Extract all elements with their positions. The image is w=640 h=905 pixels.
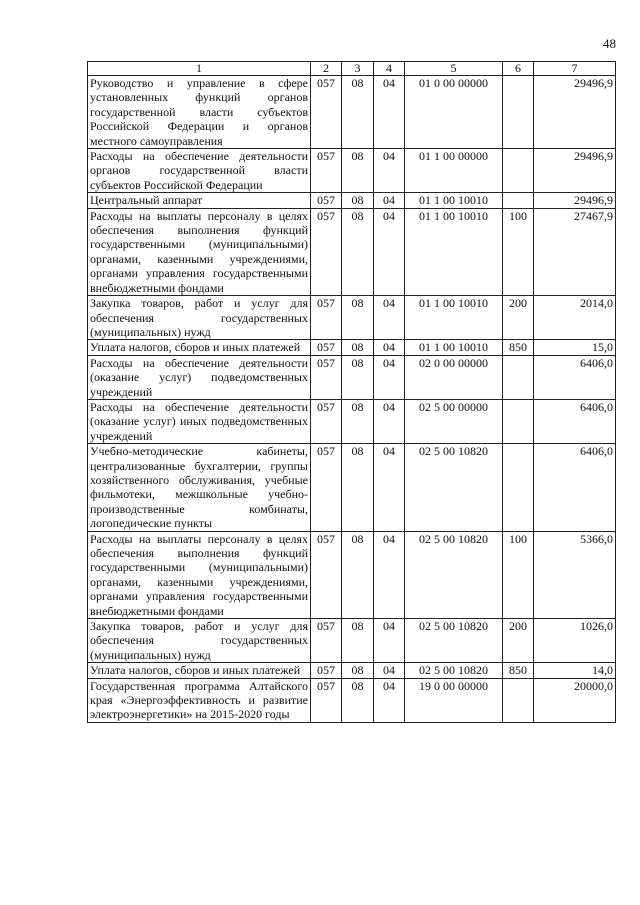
table-row: [88, 149, 616, 193]
section-code-cell: 08: [342, 355, 374, 399]
section-code-cell: 08: [342, 399, 374, 443]
table-header-row: [88, 62, 616, 76]
column-header-6: 6: [503, 62, 534, 76]
ministry-code-cell: 057: [311, 663, 342, 678]
table-row: [88, 355, 616, 399]
expense-type-cell: 200: [503, 619, 534, 663]
column-header-3: 3: [342, 62, 374, 76]
ministry-code-cell: 057: [311, 296, 342, 340]
column-header-5: 5: [405, 62, 503, 76]
expense-name-cell: Государственная программа Алтайского края «Энергоэффективность и развитие электроэнергетики» на 2015-2020 годы: [88, 678, 311, 722]
subsection-code-cell: 04: [374, 193, 405, 208]
target-article-cell: 02 5 00 10820: [405, 619, 503, 663]
ministry-code-cell: 057: [311, 678, 342, 722]
page-number: 48: [603, 36, 616, 51]
amount-cell: 6406,0: [534, 444, 616, 531]
ministry-code-cell: 057: [311, 444, 342, 531]
ministry-code-cell: 057: [311, 208, 342, 295]
column-header-4: 4: [374, 62, 405, 76]
section-code-cell: 08: [342, 149, 374, 193]
expense-type-cell: [503, 444, 534, 531]
section-code-cell: 08: [342, 208, 374, 295]
ministry-code-cell: 057: [311, 193, 342, 208]
table-row: [88, 193, 616, 208]
subsection-code-cell: 04: [374, 76, 405, 149]
target-article-cell: 01 1 00 10010: [405, 340, 503, 355]
section-code-cell: 08: [342, 444, 374, 531]
amount-cell: 5366,0: [534, 531, 616, 618]
target-article-cell: 02 5 00 10820: [405, 663, 503, 678]
amount-cell: 6406,0: [534, 355, 616, 399]
expense-type-cell: [503, 678, 534, 722]
ministry-code-cell: 057: [311, 399, 342, 443]
column-header-1: 1: [88, 62, 311, 76]
expense-name-cell: Расходы на обеспечение деятельности (оказание услуг) подведомственных учреждений: [88, 355, 311, 399]
target-article-cell: 01 1 00 00000: [405, 149, 503, 193]
amount-cell: 29496,9: [534, 193, 616, 208]
expense-type-cell: [503, 76, 534, 149]
expense-type-cell: 850: [503, 340, 534, 355]
target-article-cell: 02 5 00 10820: [405, 531, 503, 618]
amount-cell: 2014,0: [534, 296, 616, 340]
expense-name-cell: Расходы на выплаты персоналу в целях обеспечения выполнения функций государственными (муниципальными) органами, казенными учреждениями, органами управления государственными внебюджетными фондами: [88, 531, 311, 618]
subsection-code-cell: 04: [374, 355, 405, 399]
expense-name-cell: Расходы на выплаты персоналу в целях обеспечения выполнения функций государственными (муниципальными) органами, казенными учреждениями, органами управления государственными внебюджетными фондами: [88, 208, 311, 295]
ministry-code-cell: 057: [311, 619, 342, 663]
amount-cell: 1026,0: [534, 619, 616, 663]
expense-type-cell: 200: [503, 296, 534, 340]
section-code-cell: 08: [342, 296, 374, 340]
ministry-code-cell: 057: [311, 531, 342, 618]
expense-type-cell: 850: [503, 663, 534, 678]
ministry-code-cell: 057: [311, 355, 342, 399]
target-article-cell: 01 1 00 10010: [405, 296, 503, 340]
ministry-code-cell: 057: [311, 76, 342, 149]
expense-type-cell: [503, 149, 534, 193]
table-row: [88, 399, 616, 443]
expense-type-cell: [503, 193, 534, 208]
subsection-code-cell: 04: [374, 340, 405, 355]
table-row: [88, 678, 616, 722]
subsection-code-cell: 04: [374, 444, 405, 531]
table-row: [88, 663, 616, 678]
subsection-code-cell: 04: [374, 149, 405, 193]
amount-cell: 14,0: [534, 663, 616, 678]
expense-name-cell: Руководство и управление в сфере установленных функций органов государственной власти субъектов Российской Федерации и органов местного самоуправления: [88, 76, 311, 149]
amount-cell: 20000,0: [534, 678, 616, 722]
amount-cell: 6406,0: [534, 399, 616, 443]
expense-name-cell: Закупка товаров, работ и услуг для обеспечения государственных (муниципальных) нужд: [88, 296, 311, 340]
subsection-code-cell: 04: [374, 619, 405, 663]
subsection-code-cell: 04: [374, 678, 405, 722]
subsection-code-cell: 04: [374, 208, 405, 295]
expense-type-cell: 100: [503, 531, 534, 618]
section-code-cell: 08: [342, 340, 374, 355]
amount-cell: 15,0: [534, 340, 616, 355]
budget-table: [87, 61, 616, 723]
target-article-cell: 01 1 00 10010: [405, 193, 503, 208]
expense-name-cell: Уплата налогов, сборов и иных платежей: [88, 663, 311, 678]
target-article-cell: 02 0 00 00000: [405, 355, 503, 399]
section-code-cell: 08: [342, 663, 374, 678]
ministry-code-cell: 057: [311, 149, 342, 193]
section-code-cell: 08: [342, 76, 374, 149]
expense-name-cell: Расходы на обеспечение деятельности (оказание услуг) иных подведомственных учреждений: [88, 399, 311, 443]
expense-name-cell: Уплата налогов, сборов и иных платежей: [88, 340, 311, 355]
expense-name-cell: Центральный аппарат: [88, 193, 311, 208]
subsection-code-cell: 04: [374, 399, 405, 443]
section-code-cell: 08: [342, 678, 374, 722]
subsection-code-cell: 04: [374, 296, 405, 340]
target-article-cell: 02 5 00 10820: [405, 444, 503, 531]
table-row: [88, 340, 616, 355]
amount-cell: 29496,9: [534, 149, 616, 193]
target-article-cell: 02 5 00 00000: [405, 399, 503, 443]
table-row: [88, 531, 616, 618]
section-code-cell: 08: [342, 619, 374, 663]
table-row: [88, 296, 616, 340]
table-row: [88, 76, 616, 149]
column-header-2: 2: [311, 62, 342, 76]
amount-cell: 29496,9: [534, 76, 616, 149]
target-article-cell: 19 0 00 00000: [405, 678, 503, 722]
amount-cell: 27467,9: [534, 208, 616, 295]
expense-type-cell: [503, 399, 534, 443]
subsection-code-cell: 04: [374, 531, 405, 618]
subsection-code-cell: 04: [374, 663, 405, 678]
table-row: [88, 619, 616, 663]
section-code-cell: 08: [342, 193, 374, 208]
expense-type-cell: [503, 355, 534, 399]
target-article-cell: 01 1 00 10010: [405, 208, 503, 295]
section-code-cell: 08: [342, 531, 374, 618]
ministry-code-cell: 057: [311, 340, 342, 355]
target-article-cell: 01 0 00 00000: [405, 76, 503, 149]
table-row: [88, 444, 616, 531]
expense-name-cell: Учебно-методические кабинеты, централизованные бухгалтерии, группы хозяйственного обслуживания, учебные фильмотеки, межшкольные учебно-производственные комбинаты, логопедические пункты: [88, 444, 311, 531]
column-header-7: 7: [534, 62, 616, 76]
expense-type-cell: 100: [503, 208, 534, 295]
table-row: [88, 208, 616, 295]
expense-name-cell: Расходы на обеспечение деятельности органов государственной власти субъектов Российской Федерации: [88, 149, 311, 193]
expense-name-cell: Закупка товаров, работ и услуг для обеспечения государственных (муниципальных) нужд: [88, 619, 311, 663]
table-body: [88, 76, 616, 723]
